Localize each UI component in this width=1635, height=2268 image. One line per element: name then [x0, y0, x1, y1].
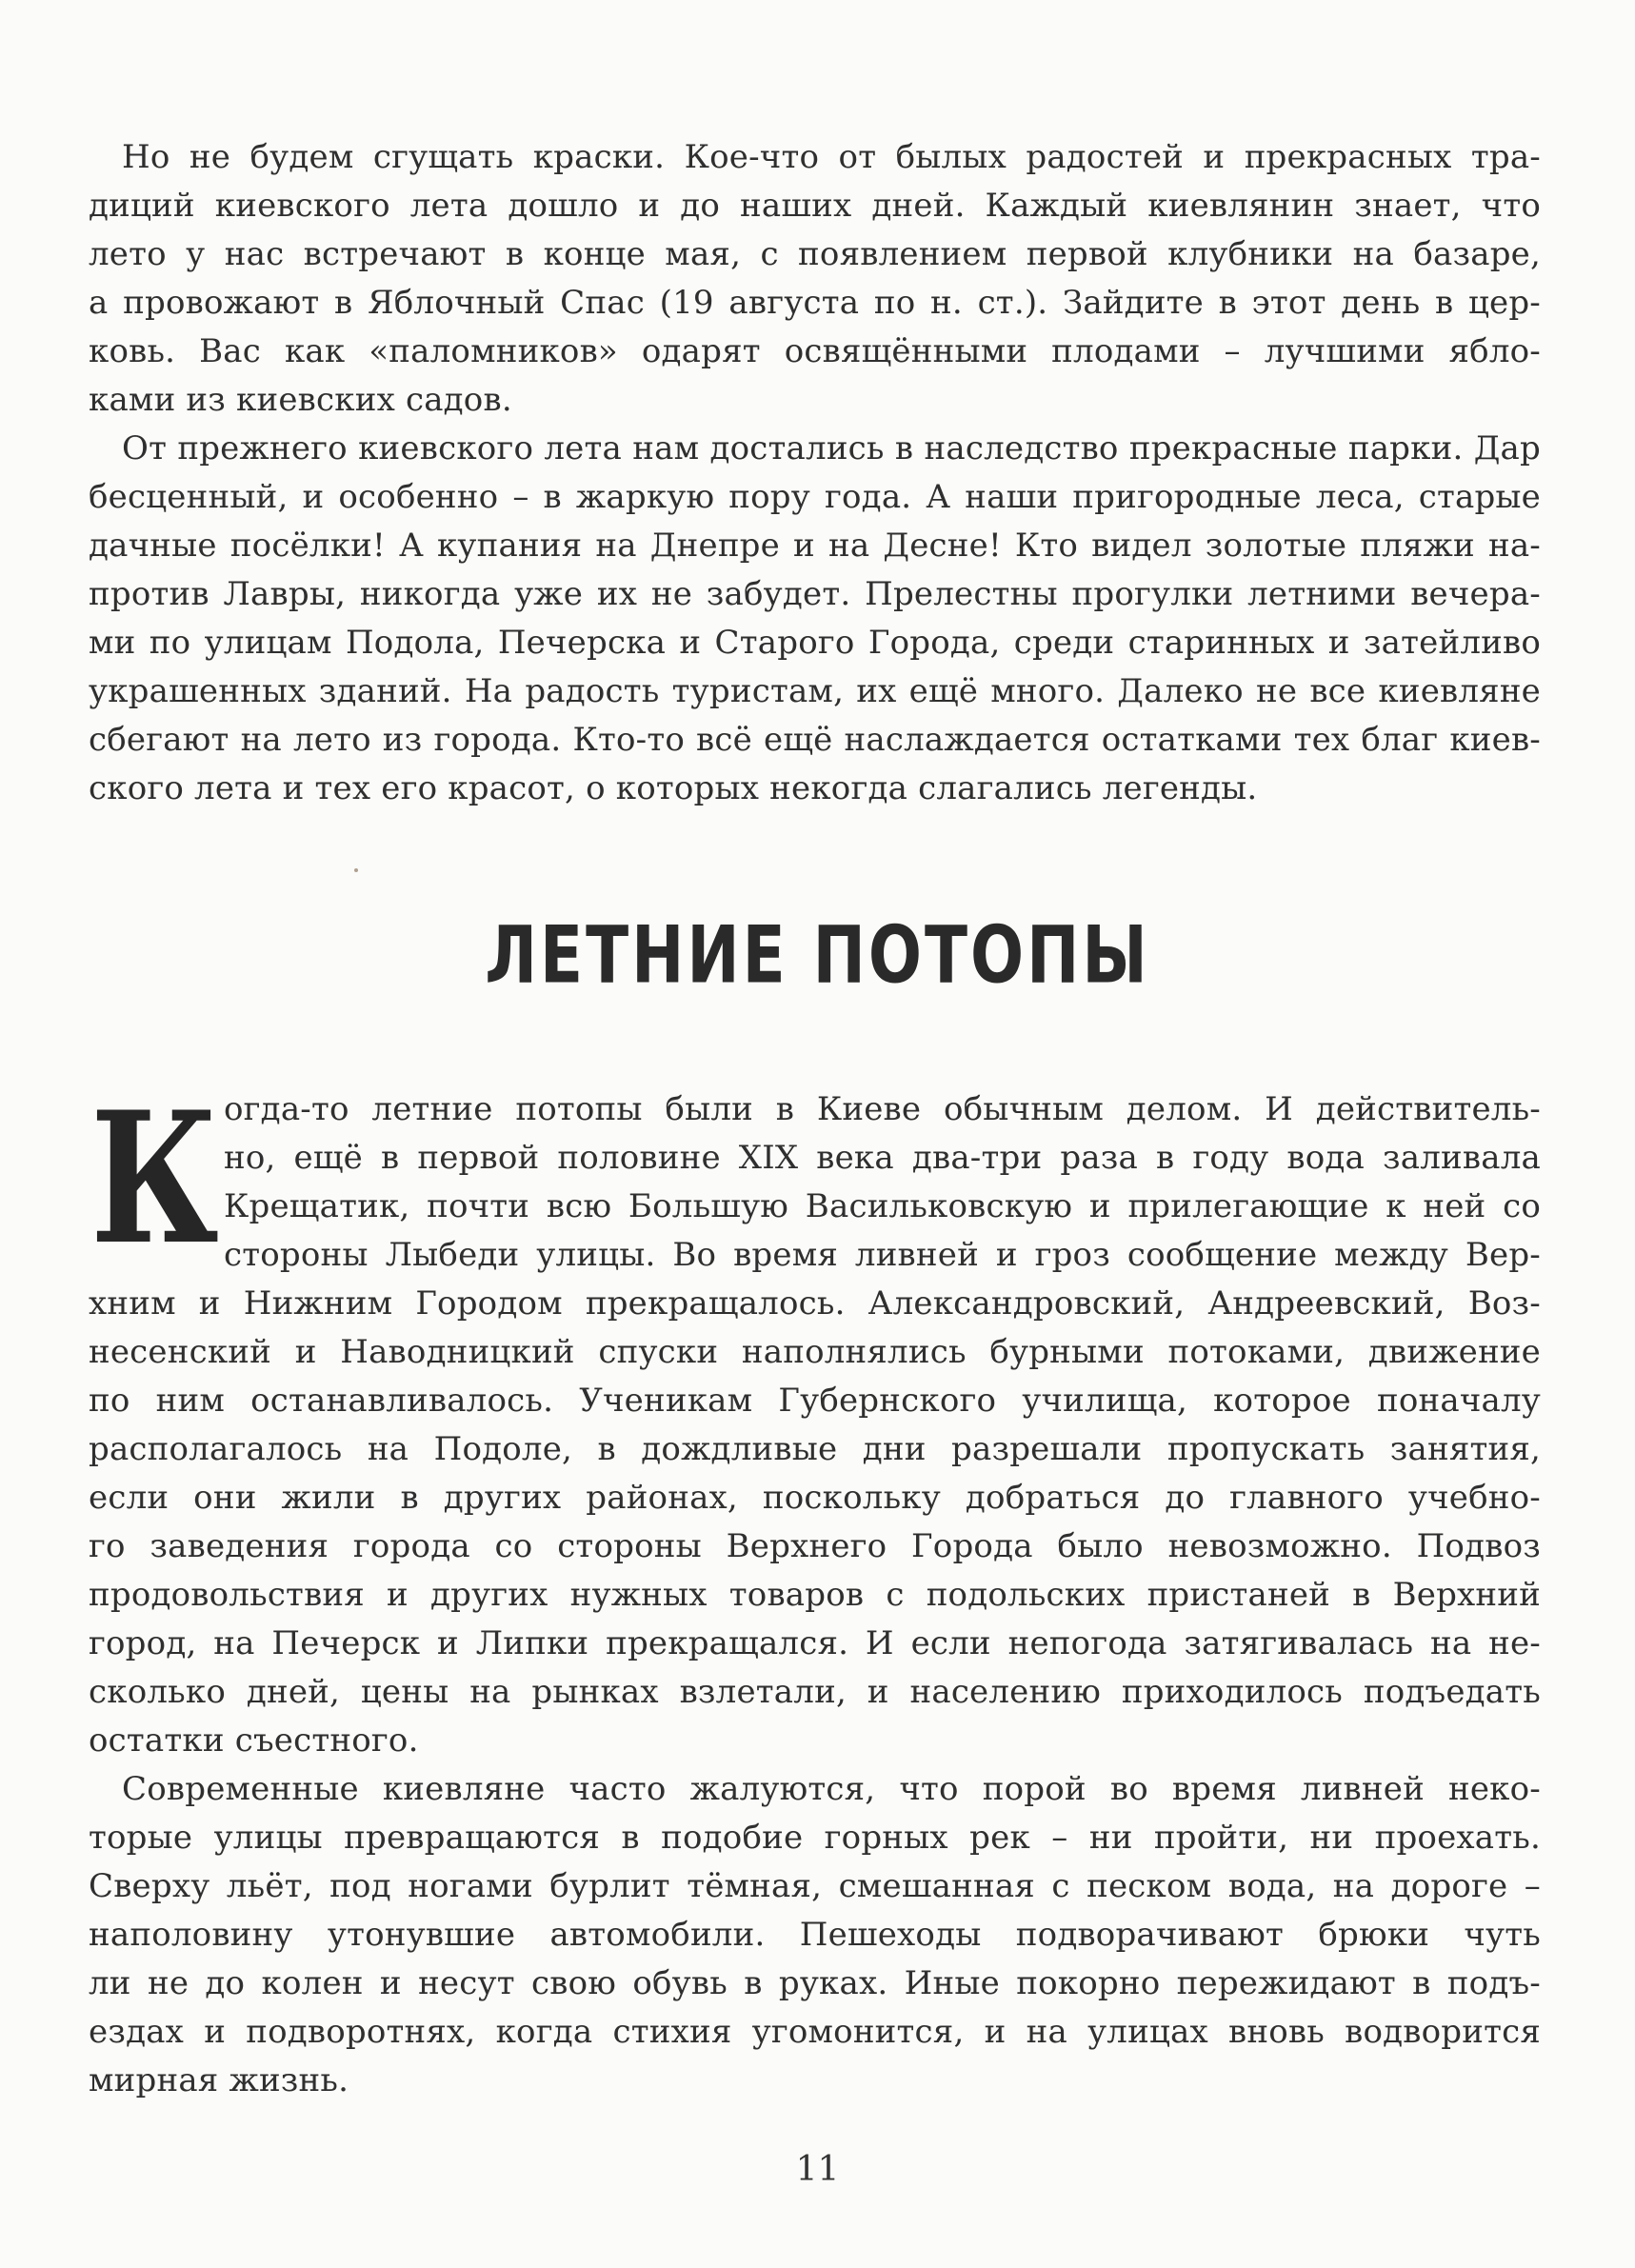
text-line: украшенных зданий. На радость туристам, их ещё много. Далеко не все киевляне — [89, 672, 1541, 710]
text-line: го заведения города со стороны Верхнего Города было невозможно. Подвоз — [89, 1527, 1541, 1565]
text-line: ковь. Вас как «паломников» одарят освящёнными плодами – лучшими ябло- — [89, 332, 1541, 370]
text-line: торые улицы превращаются в подобие горных рек – ни пройти, ни проехать. — [89, 1819, 1541, 1857]
page-number: 11 — [795, 2150, 840, 2189]
text-line: а провожают в Яблочный Спас (19 августа по н. ст.). Зайдите в этот день в цер- — [89, 284, 1541, 322]
text-line: ми по улицам Подола, Печерска и Старого Города, среди старинных и затейливо — [89, 624, 1541, 662]
text-line: ездах и подворотнях, когда стихия угомонится, и на улицах вновь водворится — [89, 2013, 1541, 2051]
text-line: Современные киевляне часто жалуются, что порой во время ливней неко- — [122, 1770, 1541, 1808]
text-line: сбегают на лето из города. Кто-то всё ещё наслаждается остатками тех благ киев- — [89, 721, 1541, 759]
text-line: лето у нас встречают в конце мая, с появлением первой клубники на базаре, — [89, 235, 1541, 273]
text-line: продовольствия и других нужных товаров с подольских пристаней в Верхний — [89, 1576, 1541, 1614]
text-line: наполовину утонувшие автомобили. Пешеходы подворачивают брюки чуть — [89, 1916, 1541, 1954]
text-line: сколько дней, цены на рынках взлетали, и населению приходилось подъедать — [89, 1673, 1541, 1711]
text-line: Сверху льёт, под ногами бурлит тёмная, смешанная с песком вода, на дороге – — [89, 1867, 1541, 1905]
text-line: Крещатик, почти всю Большую Васильковскую и прилегающие к ней со — [224, 1187, 1541, 1225]
text-line: ского лета и тех его красот, о которых некогда слагались легенды. — [89, 769, 1258, 807]
text-line: бесценный, и особенно – в жаркую пору года. А наши пригородные леса, старые — [89, 478, 1541, 516]
text-line: мирная жизнь. — [89, 2061, 349, 2099]
text-line: несенский и Наводницкий спуски наполнялись бурными потоками, движение — [89, 1333, 1541, 1371]
text-line: хним и Нижним Городом прекращалось. Александровский, Андреевский, Воз- — [89, 1284, 1541, 1323]
text-line: ками из киевских садов. — [89, 381, 512, 419]
text-line: но, ещё в первой половине XIX века два-три раза в году вода заливала — [224, 1139, 1541, 1177]
text-line: От прежнего киевского лета нам достались в наследство прекрасные парки. Дар — [122, 429, 1541, 468]
text-line: против Лавры, никогда уже их не забудет. Прелестны прогулки летними вечера- — [89, 575, 1541, 613]
text-line: по ним останавливалось. Ученикам Губернского училища, которое поначалу — [89, 1382, 1541, 1420]
print-speck — [354, 868, 358, 872]
text-line: стороны Лыбеди улицы. Во время ливней и гроз сообщение между Вер- — [224, 1236, 1541, 1274]
text-line: дачные посёлки! А купания на Днепре и на Десне! Кто видел золотые пляжи на- — [89, 527, 1541, 565]
drop-cap: К — [90, 1072, 219, 1284]
text-line: располагалось на Подоле, в дождливые дни разрешали пропускать занятия, — [89, 1430, 1541, 1468]
section-heading: ЛЕТНИЕ ПОТОПЫ — [485, 909, 1150, 1002]
text-line: остатки съестного. — [89, 1721, 419, 1760]
text-line: город, на Печерск и Липки прекращался. И если непогода затягивалась на не- — [89, 1624, 1541, 1662]
text-line: огда-то летние потопы были в Киеве обычным делом. И действитель- — [224, 1090, 1541, 1128]
text-line: если они жили в других районах, поскольку добраться до главного учебно- — [89, 1479, 1541, 1517]
text-line: диций киевского лета дошло и до наших дней. Каждый киевлянин знает, что — [89, 187, 1541, 225]
text-line: ли не до колен и несут свою обувь в руках. Иные покорно пережидают в подъ- — [89, 1964, 1541, 2002]
text-line: Но не будем сгущать краски. Кое-что от былых радостей и прекрасных тра- — [122, 138, 1541, 176]
